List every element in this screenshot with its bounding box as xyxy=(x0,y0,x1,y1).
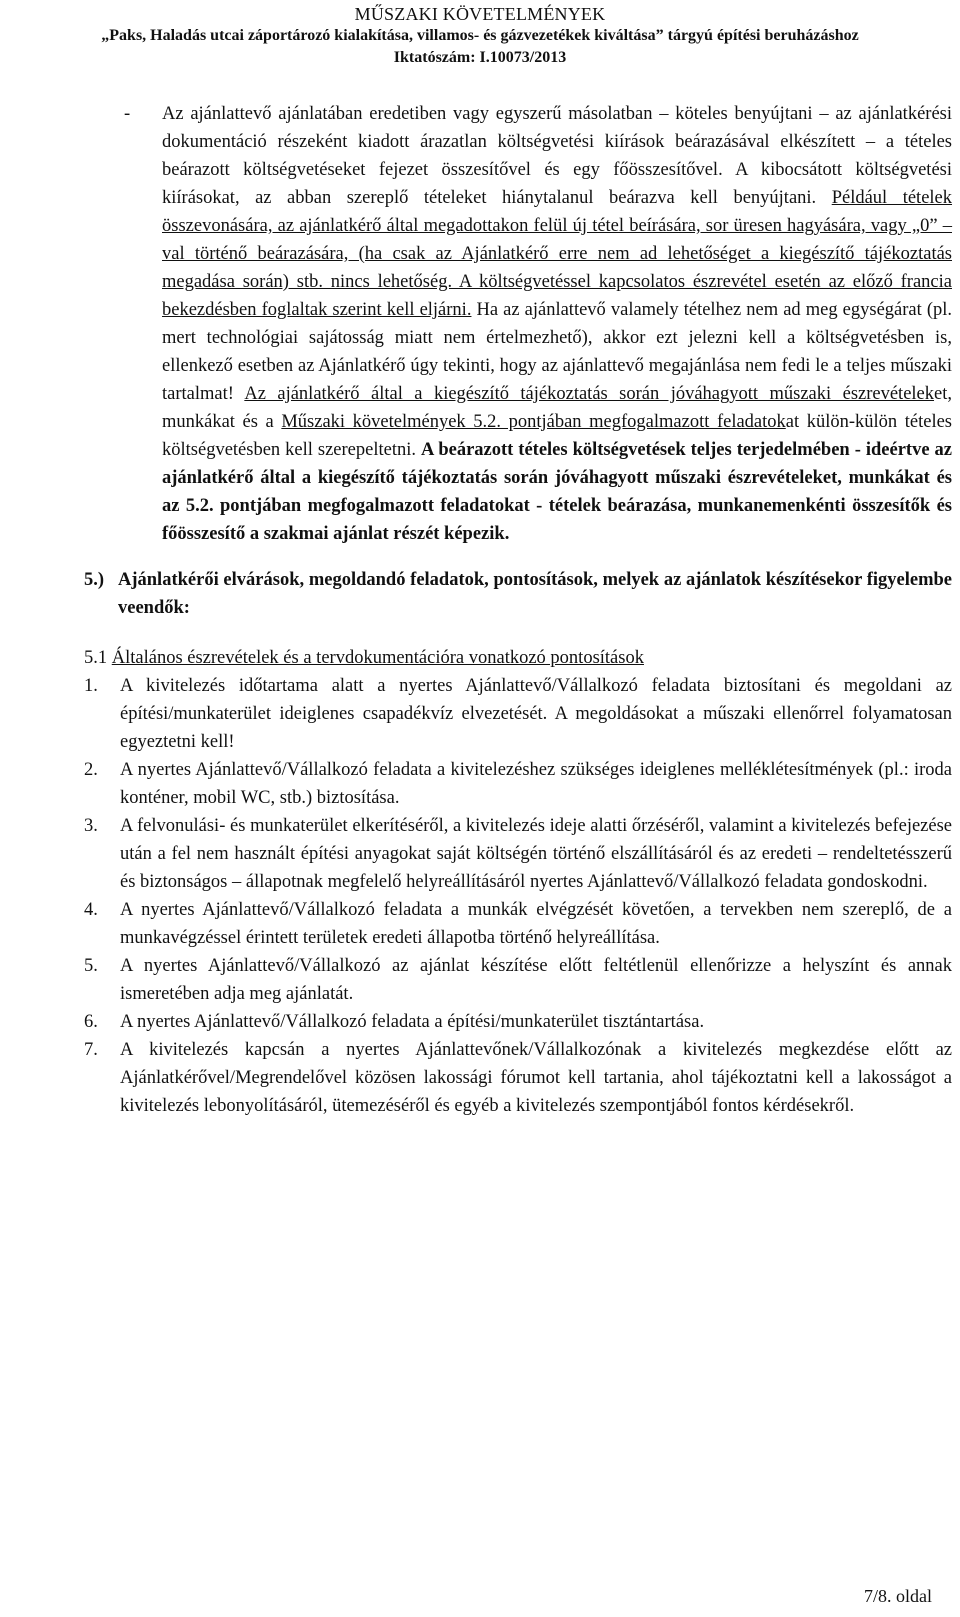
page-number: 7/8. oldal xyxy=(864,1586,932,1606)
intro-text-4b: at külön-külön tételes költségvetésben kell szerepeltetni. xyxy=(162,412,953,460)
item-text: A nyertes Ajánlattevő/Vállalkozó feladata a munkák elvégzését követően, a tervekben nem szereplő, de a munkavégzéssel érintett területek eredeti állapotba történő helyreállítása. xyxy=(120,900,952,948)
item-number: 5. xyxy=(84,956,98,976)
list-item xyxy=(84,896,952,952)
intro-text-underlined: Például tételek összevonására, az ajánlatkérő által megadottakon felül új tétel beírására, sor üresen hagyására, vagy „0” –val történő beárazására, (ha csak az Ajánlatkérő erre nem ad lehetőséget a kiegészítő tájékoztatás megadása során) stb. nincs lehetőség. A költségvetéssel kapcsolatos észrevétel esetén az előző francia bekezdésben foglaltak szerint kell eljárni. xyxy=(162,188,953,320)
section-number: 5.) xyxy=(84,570,105,590)
intro-text-underlined-2: Az ajánlatkérő által a kiegészítő tájékoztatás során jóváhagyott műszaki észrevételek xyxy=(244,384,935,404)
item-number: 6. xyxy=(84,1012,98,1032)
list-item xyxy=(84,756,952,812)
intro-paragraph xyxy=(84,100,952,548)
list-item xyxy=(84,672,952,756)
list-item xyxy=(84,812,952,896)
reference-number: Iktatószám: I.10073/2013 xyxy=(393,49,567,66)
item-number: 4. xyxy=(84,900,98,920)
document-body xyxy=(84,100,952,1120)
item-text: A kivitelezés időtartama alatt a nyertes Ajánlattevő/Vállalkozó feladata biztosítani és megoldani az építési/munkaterület ideiglenes csapadékvíz elvezetését. A megoldásokat a műszaki ellenőrrel folyamatosan egyeztetni kell! xyxy=(120,676,952,752)
section-title: Ajánlatkérői elvárások, megoldandó feladatok, pontosítások, melyek az ajánlatok készítésekor figyelembe veendők: xyxy=(118,570,952,618)
requirements-list xyxy=(84,672,952,1120)
project-subtitle: „Paks, Haladás utcai záportározó kialakítása, villamos- és gázvezetékek kiváltása” tárgyú építési beruházáshoz xyxy=(101,27,859,44)
page-header xyxy=(0,0,960,68)
bullet-dash: - xyxy=(124,104,131,124)
document-title: MŰSZAKI KÖVETELMÉNYEK xyxy=(354,4,606,24)
item-text: A nyertes Ajánlattevő/Vállalkozó feladata a kivitelezéshez szükséges ideiglenes melléklétesítmények (pl.: iroda konténer, mobil WC, stb.) biztosítása. xyxy=(120,760,952,808)
subsection-number: 5.1 xyxy=(84,648,108,668)
list-item xyxy=(84,952,952,1008)
item-number: 2. xyxy=(84,760,98,780)
subsection-heading xyxy=(84,644,952,672)
item-number: 7. xyxy=(84,1040,98,1060)
list-item xyxy=(84,1008,952,1036)
item-text: A nyertes Ajánlattevő/Vállalkozó az ajánlat készítése előtt feltétlenül ellenőrizze a helyszínt és annak ismeretében adja meg ajánlatát. xyxy=(120,956,952,1004)
item-text: A felvonulási- és munkaterület elkerítéséről, a kivitelezés ideje alatti őrzéséről, valamint a kivitelezés befejezése után a fel nem használt építési anyagokat saját költségén történő elszállításáról és az eredeti – rendeltetésszerű és biztonságos – állapotnak megfelelő helyreállításáról nyertes Ajánlattevő/Vállalkozó feladata gondoskodni. xyxy=(120,816,952,892)
intro-text-1: Az ajánlattevő ajánlatában eredetiben vagy egyszerű másolatban – köteles benyújtani – az ajánlatkérési dokumentáció részeként kiadott árazatlan költségvetési kiírások beárazásával elkészített – a tételes beárazott költségvetéseket fejezet összesítővel és egy főösszesítővel. A kibocsátott költségvetési kiírásokat, az abban szereplő tételeket hiánytalanul beárazva kell benyújtani. xyxy=(162,104,952,208)
subsection-title: Általános észrevételek és a tervdokumentációra vonatkozó pontosítások xyxy=(111,648,644,668)
item-number: 3. xyxy=(84,816,98,836)
intro-text-4a: et, munkákat és a xyxy=(162,384,952,432)
intro-text-bold: A beárazott tételes költségvetések teljes terjedelmében - ideértve az ajánlatkérő által a kiegészítő tájékoztatás során jóváhagyott műszaki észrevételeket, munkákat és az 5.2. pontjában megfogalmazott feladatokat - tételek beárazása, munkanemenkénti összesítők és főösszesítő a szakmai ajánlat részét képezik. xyxy=(162,440,952,544)
item-text: A kivitelezés kapcsán a nyertes Ajánlattevőnek/Vállalkozónak a kivitelezés megkezdése előtt az Ajánlatkérővel/Megrendelővel közösen lakossági fórumot kell tartania, ahol tájékoztatni kell a lakosságot a kivitelezés lebonyolításáról, ütemezéséről és egyéb a kivitelezés szempontjából fontos kérdésekről. xyxy=(120,1040,952,1116)
list-item xyxy=(84,1036,952,1120)
item-text: A nyertes Ajánlattevő/Vállalkozó feladata a építési/munkaterület tisztántartása. xyxy=(120,1012,705,1032)
item-number: 1. xyxy=(84,676,98,696)
intro-text-3: Ha az ajánlattevő valamely tételhez nem ad meg egységárat (pl. mert technológiai sajátosság miatt nem értelmezhető), akkor ezt jelezni kell a költségvetésben is, ellenkező esetben az Ajánlatkérő úgy tekinti, hogy az ajánlattevő megajánlása nem fedi le a teljes műszaki tartalmat! xyxy=(162,300,952,404)
section-5-heading xyxy=(84,566,952,622)
intro-text-underlined-3: Műszaki követelmények 5.2. pontjában megfogalmazott feladatok xyxy=(281,412,786,432)
